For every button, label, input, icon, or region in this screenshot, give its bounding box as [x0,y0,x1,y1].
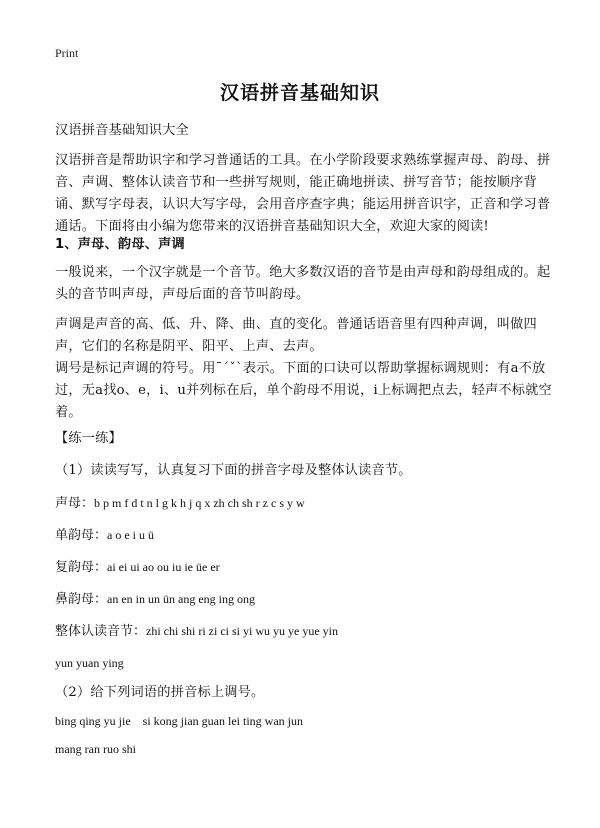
shengmu-line [55,494,555,513]
words-line-1: bing qing yu jie si kong jian guan lei ting wan jun [55,714,303,728]
bi-yunmu-line [55,590,555,609]
zhengti-label: 整体认读音节： [55,624,147,639]
document-title: 汉语拼音基础知识 [219,82,380,104]
exercise-2-instruction: （2）给下列词语的拼音标上调号。 [55,685,265,700]
shengmu-value: b p m f d t n l g k h j q x zh ch sh r z c s y w [94,496,305,510]
paragraph-syllable: 一般说来，一个汉字就是一个音节。绝大多数汉语的音节是由声母和韵母组成的。起头的音节叫声母，声母后面的音节叫韵母。 [55,265,551,302]
zhengti-line [55,622,555,641]
dan-yunmu-line [55,526,555,545]
dan-yunmu-value: a o e i u ü [107,528,155,542]
intro-paragraph: 汉语拼音是帮助识字和学习普通话的工具。在小学阶段要求熟练掌握声母、韵母、拼音、声调、整体认读音节和一些拼写规则，能正确地拼读、拼写音节；能按顺序背诵、默写字母表，认识大写字母，会用音序查字典；能运用拼音识字，正音和学习普通话。下面将由小编为您带来的汉语拼音基础知识大全，欢迎大家的阅读! [55,153,551,234]
bi-yunmu-label: 鼻韵母： [55,592,108,607]
bi-yunmu-value: an en in un ün ang eng ing ong [107,592,255,606]
shengmu-label: 声母： [55,496,95,511]
zhengti-value: zhi chi shi ri zi ci si yi wu yu ye yue yin [146,624,338,638]
document-subtitle: 汉语拼音基础知识大全 [55,123,189,138]
fu-yunmu-label: 复韵母： [55,560,108,575]
paragraph-tone-marks: 调号是标记声调的符号。用ˉˊˇˋ表示。下面的口诀可以帮助掌握标调规则：有a不放过，无a找o、e，i、u并列标在后，单个韵母不用说，i上标调把点去，轻声不标就空着。 [55,361,552,420]
zhengti-continuation: yun yuan ying [55,656,124,670]
section-heading: 1、声母、韵母、声调 [55,237,185,252]
fu-yunmu-line [55,558,555,577]
print-label: Print [55,46,79,60]
dan-yunmu-label: 单韵母： [55,528,108,543]
words-line-2: mang ran ruo shi [55,742,136,756]
fu-yunmu-value: ai ei ui ao ou iu ie üe er [107,560,220,574]
practice-heading: 【练一练】 [55,431,122,446]
exercise-1-instruction: （1）读读写写，认真复习下面的拼音字母及整体认读音节。 [55,463,412,478]
paragraph-tones: 声调是声音的高、低、升、降、曲、直的变化。普通话语音里有四种声调，叫做四声，它们的名称是阴平、阳平、上声、去声。 [55,317,537,354]
